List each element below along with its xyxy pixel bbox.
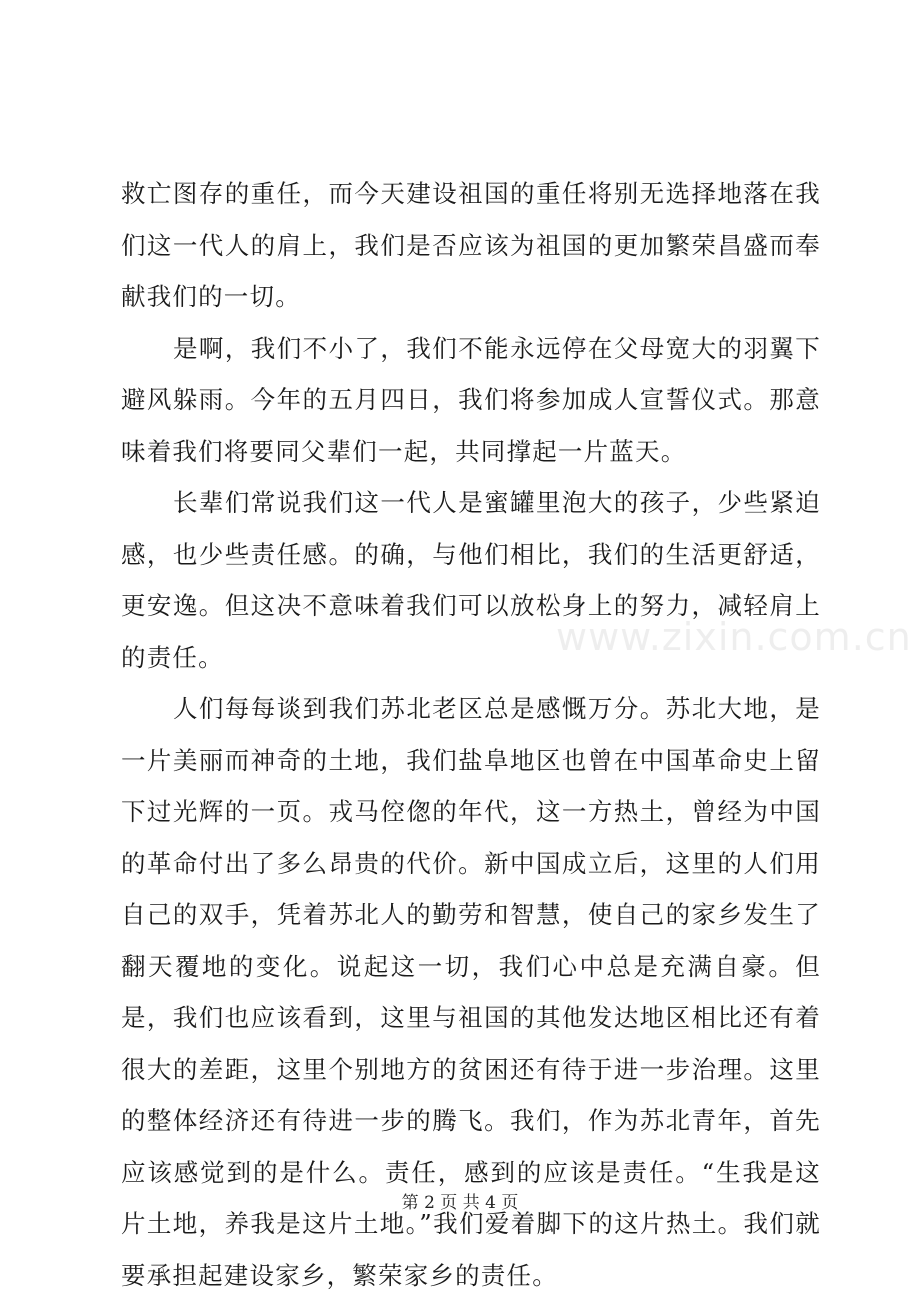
document-body xyxy=(121,168,821,1301)
page-footer: 第 2 页 共 4 页 xyxy=(401,1193,519,1213)
paragraph-continuation: 救亡图存的重任，而今天建设祖国的重任将别无选择地落在我们这一代人的肩上，我们是否应该为祖国的更加繁荣昌盛而奉献我们的一切。 xyxy=(121,179,821,311)
paragraph: 长辈们常说我们这一代人是蜜罐里泡大的孩子，少些紧迫感，也少些责任感。的确，与他们相比，我们的生活更舒适，更安逸。但这决不意味着我们可以放松身上的努力，减轻肩上的责任。 xyxy=(121,488,821,672)
paragraph: 是啊，我们不小了，我们不能永远停在父母宽大的羽翼下避风躲雨。今年的五月四日，我们将参加成人宣誓仪式。那意味着我们将要同父辈们一起，共同撑起一片蓝天。 xyxy=(121,333,821,466)
paragraph: 人们每每谈到我们苏北老区总是感慨万分。苏北大地，是一片美丽而神奇的土地，我们盐阜地区也曾在中国革命史上留下过光辉的一页。戎马倥偬的年代，这一方热土，曾经为中国的革命付出了多么昂贵的代价。新中国成立后，这里的人们用自己的双手，凭着苏北人的勤劳和智慧，使自己的家乡发生了翻天覆地的变化。说起这一切，我们心中总是充满自豪。但是，我们也应该看到，这里与祖国的其他发达地区相比还有着很大的差距，这里个别地方的贫困还有待于进一步治理。这里的整体经济还有待进一步的腾飞。我们，作为苏北青年，首先应该感觉到的是什么。责任，感到的应该是责任。“生我是这片土地，养我是这片土地。”我们爱着脚下的这片热土。我们就要承担起建设家乡，繁荣家乡的责任。 xyxy=(121,694,821,1290)
watermark: www.zixin.com.cn xyxy=(556,615,912,659)
